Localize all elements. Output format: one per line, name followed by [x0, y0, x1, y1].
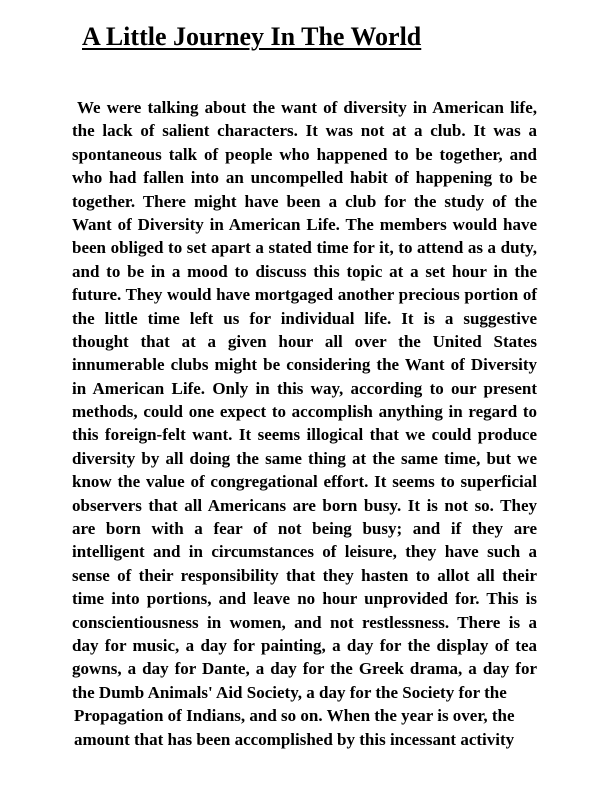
text-line: gowns, a day for Dante, a day for the Greek drama, a day for	[72, 659, 537, 679]
text-line: know the value of congregational effort. It seems to superficial	[72, 472, 537, 492]
text-line: the lack of salient characters. It was not at a club. It was a	[72, 121, 537, 141]
text-line: Propagation of Indians, and so on. When the year is over, the	[74, 706, 515, 726]
text-line: the Dumb Animals' Aid Society, a day for the Society for the	[72, 682, 507, 702]
text-line: Want of Diversity in American Life. The members would have	[72, 214, 537, 234]
text-line: methods, could one expect to accomplish anything in regard to	[72, 402, 537, 422]
text-line: been obliged to set apart a stated time for it, to attend as a duty,	[72, 238, 537, 258]
text-line: thought that at a given hour all over the United States	[72, 331, 537, 351]
text-line: are born with a fear of not being busy; and if they are	[72, 519, 537, 539]
text-line: time into portions, and leave no hour unprovided for. This is	[72, 589, 537, 609]
document-title: A Little Journey In The World	[82, 22, 422, 51]
text-line: innumerable clubs might be considering the Want of Diversity	[72, 355, 537, 375]
text-line: and to be in a mood to discuss this topic at a set hour in the	[72, 261, 537, 281]
document-body	[72, 96, 537, 751]
text-line: observers that all Americans are born busy. It is not so. They	[72, 495, 537, 515]
text-line: the little time left us for individual life. It is a suggestive	[72, 308, 537, 328]
text-line: spontaneous talk of people who happened to be together, and	[72, 144, 537, 164]
text-line: diversity by all doing the same thing at the same time, but we	[72, 448, 537, 468]
text-line: conscientiousness in women, and not restlessness. There is a	[72, 612, 537, 632]
text-line: day for music, a day for painting, a day for the display of tea	[72, 635, 537, 655]
text-line: amount that has been accomplished by this incessant activity	[74, 729, 515, 749]
text-line: who had fallen into an uncompelled habit of happening to be	[72, 168, 537, 188]
text-line: intelligent and in circumstances of leisure, they have such a	[72, 542, 537, 562]
text-line: sense of their responsibility that they hasten to allot all their	[72, 565, 537, 585]
text-line: together. There might have been a club for the study of the	[72, 191, 537, 211]
text-line: this foreign-felt want. It seems illogical that we could produce	[72, 425, 537, 445]
text-line: in American Life. Only in this way, according to our present	[72, 378, 537, 398]
text-line: future. They would have mortgaged another precious portion of	[72, 285, 537, 305]
text-line: We were talking about the want of diversity in American life,	[77, 98, 537, 117]
